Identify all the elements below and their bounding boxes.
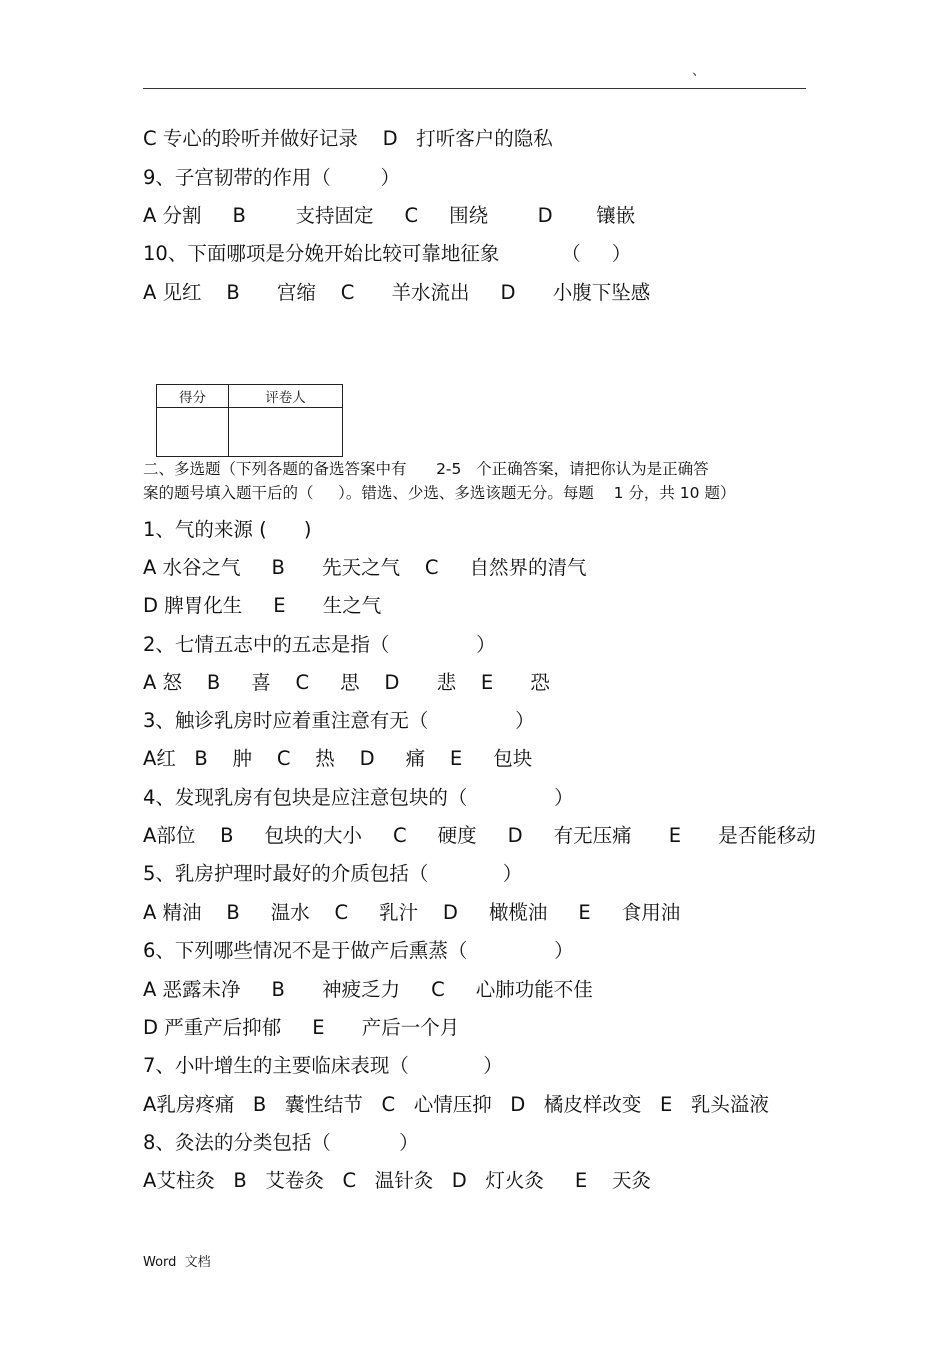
score-header: 得分 bbox=[157, 385, 229, 408]
grader-cell bbox=[229, 408, 343, 457]
question-line: A红 B 肿 C 热 D 痛 E 包块 bbox=[143, 747, 533, 770]
question-line: A部位 B 包块的大小 C 硬度 D 有无压痛 E 是否能移动 bbox=[143, 824, 816, 847]
question-line: C 专心的聆听并做好记录 D 打听客户的隐私 bbox=[143, 127, 553, 150]
question-line: 6、下列哪些情况不是于做产后熏蒸（ ） bbox=[143, 939, 574, 962]
question-line: 7、小叶增生的主要临床表现（ ） bbox=[143, 1054, 503, 1077]
question-line: 10、下面哪项是分娩开始比较可靠地征象 （ ） bbox=[143, 242, 632, 265]
section-instructions-line2: 案的题号填入题干后的（ ）。错选、少选、多选该题无分。每题 1 分，共 10 题） bbox=[143, 484, 736, 502]
question-line: 8、灸法的分类包括（ ） bbox=[143, 1131, 419, 1154]
question-line: A 水谷之气 B 先天之气 C 自然界的清气 bbox=[143, 556, 587, 579]
question-line: A艾柱灸 B 艾卷灸 C 温针灸 D 灯火灸 E 天灸 bbox=[143, 1169, 652, 1192]
question-line: 4、发现乳房有包块是应注意包块的（ ） bbox=[143, 786, 574, 809]
question-line: A 怒 B 喜 C 思 D 悲 E 恐 bbox=[143, 671, 550, 694]
header-rule bbox=[143, 88, 806, 89]
question-line: A 恶露未净 B 神疲乏力 C 心肺功能不佳 bbox=[143, 978, 593, 1001]
section-instructions-line1: 二、多选题（下列各题的备选答案中有 2-5 个正确答案，请把你认为是正确答 bbox=[143, 460, 709, 478]
grader-header: 评卷人 bbox=[229, 385, 343, 408]
header-mark: 、 bbox=[692, 63, 706, 79]
question-line: A 分割 B 支持固定 C 围绕 D 镶嵌 bbox=[143, 204, 636, 227]
question-line: 5、乳房护理时最好的介质包括（ ） bbox=[143, 862, 523, 885]
score-cell bbox=[157, 408, 229, 457]
score-table bbox=[156, 384, 343, 457]
question-line: 9、子宫韧带的作用（ ） bbox=[143, 166, 400, 189]
question-line: 2、七情五志中的五志是指（ ） bbox=[143, 633, 496, 656]
footer-label: Word 文档 bbox=[143, 1255, 211, 1270]
question-line: 1、气的来源 ( ) bbox=[143, 518, 312, 541]
question-line: A 精油 B 温水 C 乳汁 D 橄榄油 E 食用油 bbox=[143, 901, 681, 924]
question-line: D 严重产后抑郁 E 产后一个月 bbox=[143, 1016, 460, 1039]
question-line: 3、触诊乳房时应着重注意有无（ ） bbox=[143, 709, 535, 732]
question-line: D 脾胃化生 E 生之气 bbox=[143, 594, 382, 617]
question-line: A乳房疼痛 B 囊性结节 C 心情压抑 D 橘皮样改变 E 乳头溢液 bbox=[143, 1093, 769, 1116]
question-line: A 见红 B 宫缩 C 羊水流出 D 小腹下坠感 bbox=[143, 281, 651, 304]
